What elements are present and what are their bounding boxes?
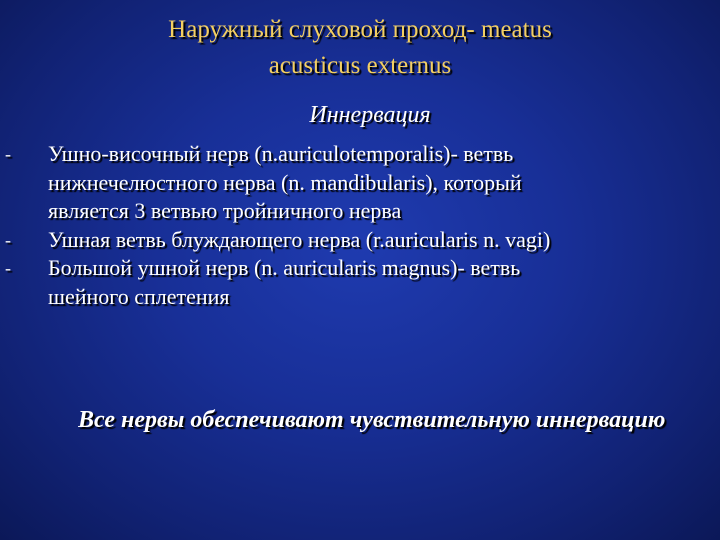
bullet-text-line: нижнечелюстного нерва (n. mandibularis), который [48, 169, 522, 195]
bullet-text-line: является 3 ветвью тройничного нерва [48, 198, 402, 223]
bullet-text-line: Большой ушной нерв (n. auricularis magnus)- ветвь [48, 255, 521, 280]
bullet-text-line: шейного сплетения [48, 283, 230, 309]
bullet-text-line: Ушная ветвь блуждающего нерва (r.auricularis n. vagi) [48, 226, 551, 252]
bullet-item-great-auricular [0, 254, 720, 311]
bullet-marker: - [5, 229, 11, 250]
slide-footer-note: Все нервы обеспечивают чувствительную иннервацию [78, 407, 666, 433]
bullet-item-vagus-branch [0, 226, 720, 255]
slide-title-line-2: acusticus externus [268, 52, 452, 79]
bullet-marker: - [5, 144, 11, 164]
slide-title [60, 12, 660, 84]
bullet-list [0, 140, 720, 311]
slide-title-line-1: Наружный слуховой проход- meatus [168, 16, 552, 43]
slide-subtitle: Иннервация [309, 102, 431, 128]
bullet-item-auriculotemporal [0, 140, 720, 226]
bullet-marker: - [5, 258, 11, 278]
bullet-text-line: Ушно-височный нерв (n.auriculotemporalis)- ветвь [48, 141, 514, 166]
